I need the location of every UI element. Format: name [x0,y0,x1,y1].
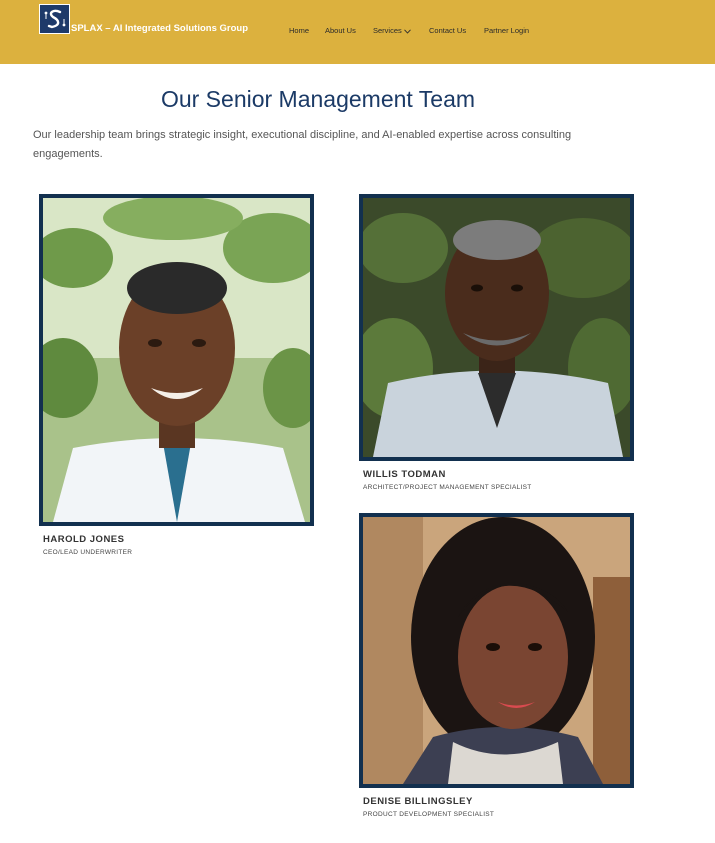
logo-icon[interactable] [39,4,70,34]
nav-services[interactable] [373,26,411,35]
team-photo-harold [39,194,314,526]
site-header [0,0,715,64]
intro-text: Our leadership team brings strategic insight, executional discipline, and AI-enabled expertise across consulting engagements. [33,129,572,160]
nav-home[interactable]: Home [289,26,310,35]
team-role: CEO/LEAD UNDERWRITER [43,549,133,556]
chevron-down-icon [404,29,411,34]
team-role: PRODUCT DEVELOPMENT SPECIALIST [363,811,495,818]
team-photo-denise [359,513,634,788]
team-name: WILLIS TODMAN [363,469,446,480]
team-name: DENISE BILLINGSLEY [363,796,473,807]
page-title: Our Senior Management Team [160,86,476,112]
team-name: HAROLD JONES [43,534,125,545]
nav-about-us[interactable]: About Us [325,26,356,35]
nav-partner-login[interactable]: Partner Login [484,26,530,35]
brand-name[interactable]: SPLAX – AI Integrated Solutions Group [71,23,248,34]
team-photo-willis [359,194,634,461]
team-role: ARCHITECT/PROJECT MANAGEMENT SPECIALIST [363,484,532,491]
nav-services-label: Services [373,26,402,35]
nav-contact-us[interactable]: Contact Us [429,26,467,35]
